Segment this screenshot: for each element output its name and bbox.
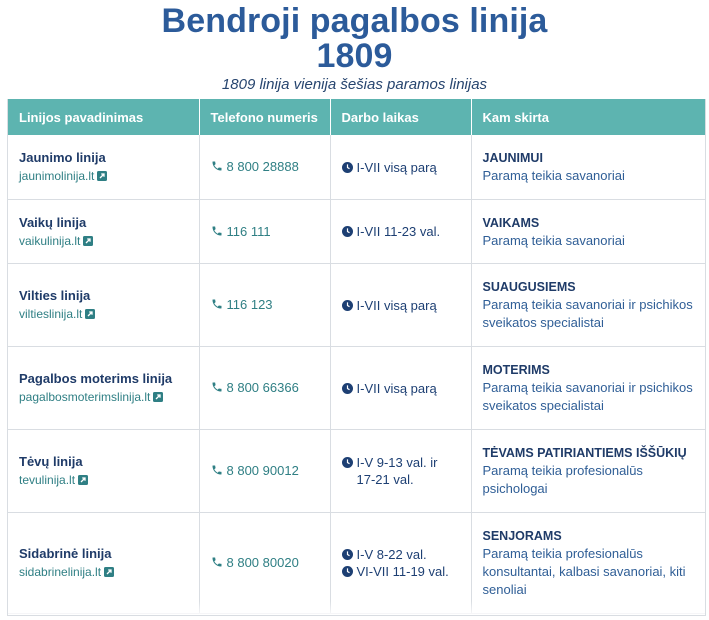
phone-number: 116 111: [226, 223, 271, 239]
clock-icon: [342, 300, 353, 311]
table-row: [8, 347, 705, 430]
audience-description: Paramą teikia savanoriai ir psichikos sveikatos specialistai: [482, 380, 693, 413]
title-line-1: Bendroji pagalbos linija: [161, 2, 548, 40]
page-subtitle: 1809 linija vienija šešias paramos linijas: [221, 76, 488, 93]
hours-text: I-V 9-13 val. ir 17-21 val.: [356, 455, 438, 487]
audience-description: Paramą teikia profesionalūs psichologai: [482, 463, 643, 496]
page-title: [0, 4, 709, 74]
phone-cell: [199, 200, 330, 264]
column-header-phone: Telefono numeris: [199, 99, 330, 135]
line-website-text: vaikulinija.lt: [19, 233, 81, 248]
phone-icon: [211, 381, 223, 393]
line-name-cell: [8, 513, 199, 614]
audience-cell: [471, 200, 705, 264]
line-name: Pagalbos moterims linija: [19, 371, 173, 386]
line-name-cell: [8, 347, 199, 430]
audience-cell: [471, 264, 705, 347]
audience-description: Paramą teikia profesionalūs konsultantai, kalbasi savanoriai, kiti senoliai: [482, 546, 686, 597]
line-website-link[interactable]: [19, 169, 107, 183]
hours-cell: [330, 200, 471, 264]
line-website-text: jaunimolinija.lt: [19, 169, 95, 183]
table-body: [8, 135, 705, 614]
phone-link[interactable]: [211, 297, 273, 312]
hours-line: [342, 454, 460, 488]
audience-cell: [471, 135, 705, 200]
audience-cell: [471, 347, 705, 430]
table-row: [8, 430, 705, 513]
hours-cell: [330, 513, 471, 614]
phone-cell: [199, 430, 330, 513]
audience-title: SUAUGUSIEMS: [482, 280, 576, 294]
audience-cell: [471, 513, 705, 614]
hours-text: VI-VII 11-19 val.: [356, 564, 449, 579]
phone-number: 8 800 66366: [226, 380, 299, 395]
hours-line: [342, 159, 460, 176]
audience-description: Paramą teikia savanoriai ir psichikos sveikatos specialistai: [482, 297, 693, 330]
hours-line: [342, 546, 460, 563]
external-link-icon: [97, 171, 107, 181]
clock-icon: [342, 162, 353, 173]
external-link-icon: [153, 392, 163, 402]
hours-text: I-VII visą parą: [356, 159, 437, 175]
hours-text: I-VII visą parą: [356, 297, 437, 313]
phone-link[interactable]: [211, 159, 299, 174]
clock-icon: [342, 549, 353, 560]
phone-icon: [211, 160, 223, 172]
line-name: Sidabrinė linija: [19, 546, 112, 561]
hours-line: [342, 563, 460, 580]
audience-cell: [471, 430, 705, 513]
hours-text: I-VII visą parą: [356, 380, 437, 396]
hours-cell: [330, 264, 471, 347]
line-name: Vilties linija: [19, 288, 91, 303]
clock-icon: [342, 226, 353, 237]
table-row: [8, 200, 705, 264]
external-link-icon: [104, 567, 114, 577]
table-header-row: [8, 99, 705, 135]
audience-title: TĖVAMS PATIRIANTIEMS IŠŠŪKIŲ: [482, 446, 687, 460]
hours-cell: [330, 347, 471, 430]
line-website-link[interactable]: [19, 565, 114, 579]
audience-title: VAIKAMS: [482, 215, 540, 230]
line-website-text: tevulinija.lt: [19, 473, 76, 487]
line-name: Jaunimo linija: [19, 150, 106, 165]
line-website-link[interactable]: [19, 390, 163, 404]
line-website-link[interactable]: [19, 307, 95, 321]
line-website-link[interactable]: [19, 234, 93, 248]
clock-icon: [342, 457, 353, 468]
column-header-line-name: Linijos pavadinimas: [8, 99, 199, 135]
phone-number: 8 800 28888: [226, 159, 299, 174]
audience-description: Paramą teikia savanoriai: [482, 168, 625, 183]
phone-link[interactable]: [211, 463, 299, 478]
line-name: Vaikų linija: [19, 214, 87, 230]
hours-line: [342, 223, 460, 240]
audience-title: MOTERIMS: [482, 363, 550, 377]
line-name-cell: [8, 430, 199, 513]
phone-link[interactable]: [211, 380, 299, 395]
hours-line: [342, 297, 460, 314]
line-website-text: viltieslinija.lt: [19, 307, 83, 321]
external-link-icon: [83, 236, 93, 246]
table-header: [8, 99, 705, 135]
clock-icon: [342, 566, 353, 577]
table-row: [8, 513, 705, 614]
phone-link[interactable]: [211, 224, 271, 239]
phone-icon: [211, 464, 223, 476]
line-name-cell: [8, 135, 199, 200]
hours-text: I-VII 11-23 val.: [356, 224, 441, 239]
column-header-audience: Kam skirta: [471, 99, 705, 135]
phone-number: 8 800 80020: [226, 555, 299, 570]
line-website-text: sidabrinelinija.lt: [19, 565, 102, 579]
phone-cell: [199, 135, 330, 200]
help-lines-table-container: [7, 99, 706, 616]
phone-number: 8 800 90012: [226, 463, 299, 478]
phone-number: 116 123: [226, 297, 273, 312]
hours-cell: [330, 430, 471, 513]
phone-icon: [211, 556, 223, 568]
hours-cell: [330, 135, 471, 200]
phone-icon: [211, 298, 223, 310]
line-name-cell: [8, 200, 199, 264]
line-website-text: pagalbosmoterimslinija.lt: [19, 390, 151, 404]
page-header: [0, 0, 709, 94]
phone-icon: [211, 225, 223, 237]
title-line-2: 1809: [316, 37, 393, 75]
hours-line: [342, 380, 460, 397]
external-link-icon: [78, 475, 88, 485]
phone-cell: [199, 347, 330, 430]
line-website-link[interactable]: [19, 473, 88, 487]
phone-link[interactable]: [211, 555, 299, 570]
external-link-icon: [85, 309, 95, 319]
audience-title: JAUNIMUI: [482, 151, 543, 165]
table-row: [8, 135, 705, 200]
hours-text: I-V 8-22 val.: [356, 547, 427, 562]
line-name-cell: [8, 264, 199, 347]
table-row: [8, 264, 705, 347]
phone-cell: [199, 513, 330, 614]
audience-description: Paramą teikia savanoriai: [482, 232, 625, 248]
audience-title: SENJORAMS: [482, 529, 562, 543]
column-header-hours: Darbo laikas: [330, 99, 471, 135]
help-lines-table: [8, 99, 705, 614]
line-name: Tėvų linija: [19, 454, 83, 469]
phone-cell: [199, 264, 330, 347]
clock-icon: [342, 383, 353, 394]
